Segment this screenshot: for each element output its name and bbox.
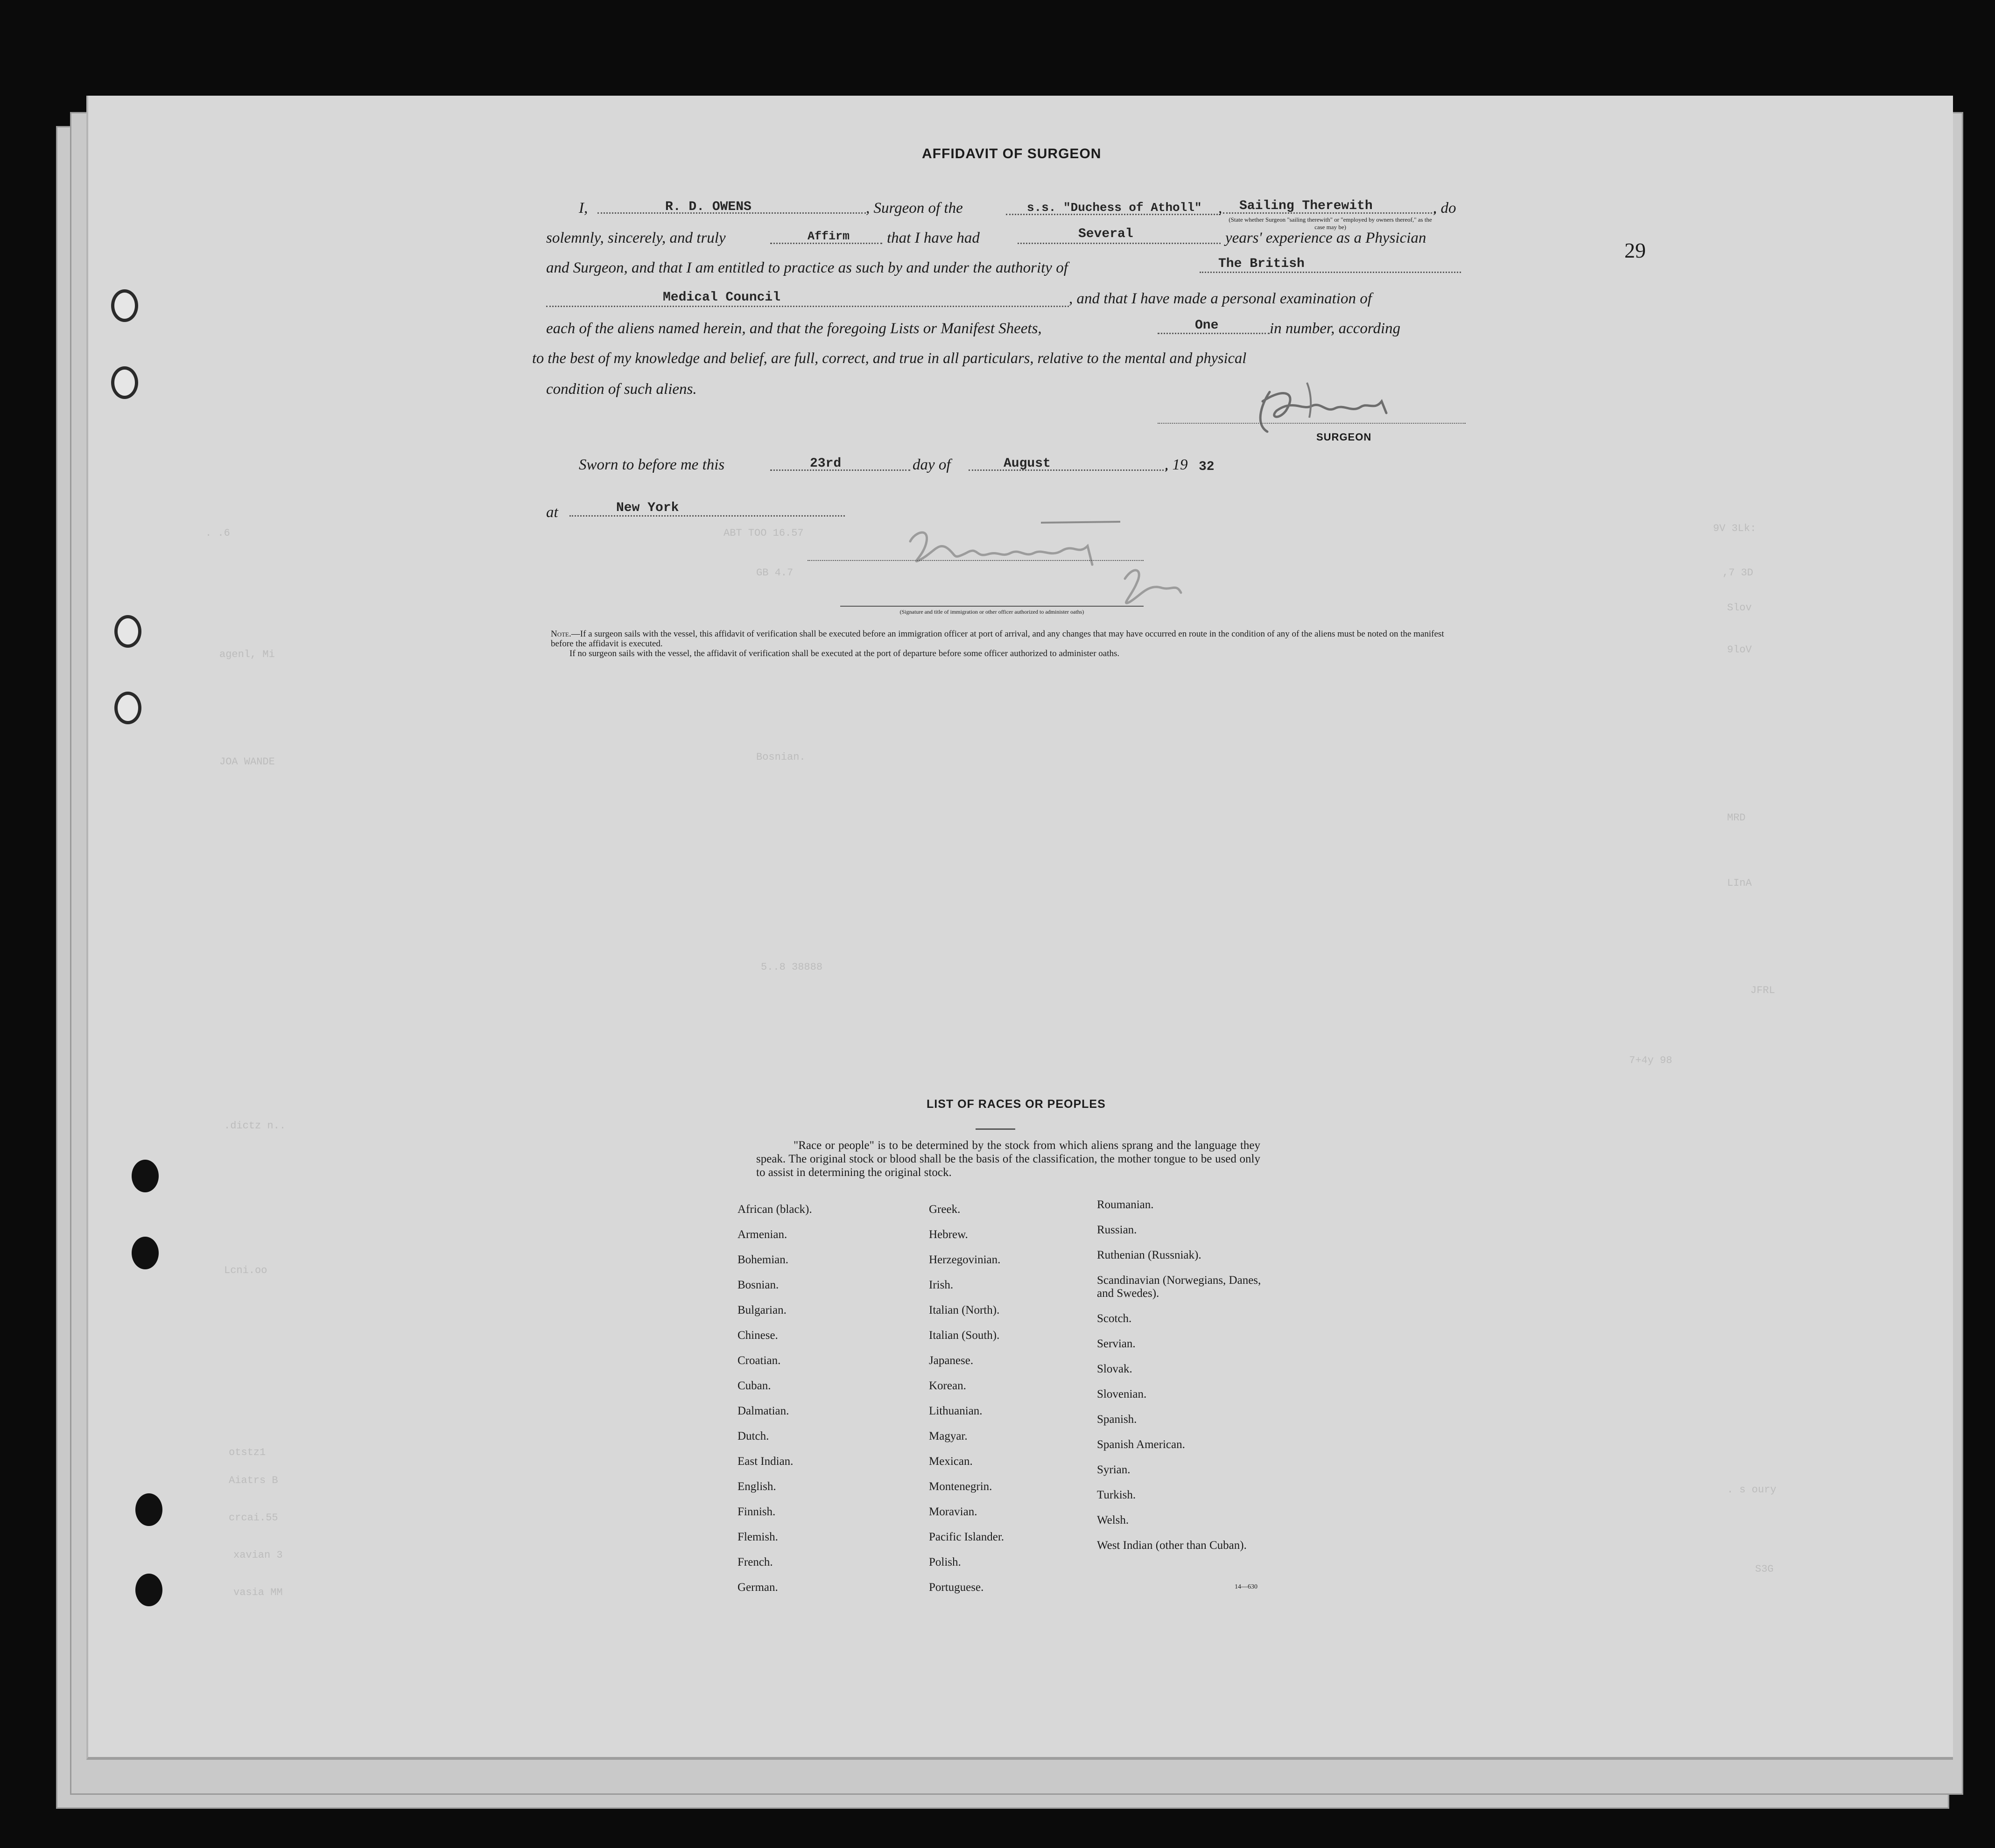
race-item: French. [738, 1556, 773, 1568]
binder-hole [114, 615, 141, 648]
race-item: Montenegrin. [929, 1480, 992, 1493]
condition-text: condition of such aliens. [546, 381, 697, 398]
each-of-text: each of the aliens named herein, and that the foregoing Lists or Manifest Sheets, [546, 320, 1042, 337]
month-value: August [1004, 456, 1051, 471]
sailing-value: Sailing Therewith [1239, 199, 1373, 213]
race-item: Cuban. [738, 1379, 771, 1392]
race-item: Mexican. [929, 1455, 973, 1468]
form-code: 14—630 [1235, 1583, 1257, 1590]
sheets-value: One [1195, 318, 1219, 333]
race-item: Slovenian. [1097, 1388, 1147, 1400]
authority-text: and Surgeon, and that I am entitled to practice as such by and under the authority of [546, 259, 1068, 276]
race-item: Magyar. [929, 1430, 968, 1442]
race-item: Slovak. [1097, 1363, 1132, 1375]
affirm-value: Affirm [808, 230, 850, 243]
have-had-text: that I have had [887, 230, 980, 246]
affidavit-note [551, 629, 1466, 658]
races-intro: "Race or people" is to be determined by the stock from which aliens sprang and the language they speak. The original stock or blood shall be the basis of the classification, the mother tongue to be used only to assist in determining the original stock. [756, 1139, 1260, 1179]
race-item: Croatian. [738, 1354, 781, 1367]
at-text: at [546, 504, 558, 521]
race-item: Dutch. [738, 1430, 769, 1442]
binder-hole [114, 692, 141, 724]
race-item: Spanish American. [1097, 1438, 1185, 1451]
officer-caption: (Signature and title of immigration or other officer authorized to administer oaths) [899, 609, 1084, 615]
years-value: Several [1078, 227, 1133, 241]
race-item: English. [738, 1480, 776, 1493]
race-item: Moravian. [929, 1505, 977, 1518]
binder-hole [111, 366, 138, 399]
races-column-2 [929, 1203, 1088, 1606]
race-item: Finnish. [738, 1505, 776, 1518]
race-item: Bosnian. [738, 1279, 779, 1291]
race-item: Spanish. [1097, 1413, 1137, 1426]
surgeon-signature [1242, 373, 1410, 439]
binder-hole [111, 289, 138, 322]
authority-value-1: The British [1218, 257, 1305, 271]
binder-hole [135, 1574, 162, 1606]
page-number: 29 [1624, 238, 1646, 262]
ship-value: s.s. "Duchess of Atholl" [1027, 201, 1202, 215]
race-item: Dalmatian. [738, 1405, 789, 1417]
race-item: African (black). [738, 1203, 812, 1216]
race-item: Lithuanian. [929, 1405, 983, 1417]
note-label: Note. [551, 629, 571, 639]
race-item: Herzegovinian. [929, 1253, 1001, 1266]
race-item: Pacific Islander. [929, 1531, 1005, 1543]
note-text-1: —If a surgeon sails with the vessel, this affidavit of verification shall be executed before an immigration officer at port of arrival, and any changes that may have occurred en route in the condition of any of the aliens must be noted on the manifest before the affidavit is executed. [551, 629, 1444, 649]
race-item: Scotch. [1097, 1312, 1132, 1325]
races-title: LIST OF RACES OR PEOPLES [927, 1098, 1106, 1111]
race-item: Servian. [1097, 1337, 1136, 1350]
race-item: Bohemian. [738, 1253, 789, 1266]
surgeon-caption: SURGEON [1316, 431, 1372, 443]
surgeon-name-value: R. D. OWENS [665, 200, 752, 214]
race-item: Portuguese. [929, 1581, 984, 1594]
race-item: Ruthenian (Russniak). [1097, 1249, 1201, 1261]
race-item: Roumanian. [1097, 1198, 1154, 1211]
in-number-text: in number, according [1270, 320, 1401, 337]
affidavit-title: AFFIDAVIT OF SURGEON [922, 146, 1102, 161]
race-item: Italian (South). [929, 1329, 1000, 1342]
solemnly-text: solemnly, sincerely, and truly [546, 230, 726, 246]
years-experience-text: years' experience as a Physician [1225, 230, 1426, 246]
race-item: Turkish. [1097, 1489, 1136, 1501]
race-item: Chinese. [738, 1329, 778, 1342]
note-text-2: If no surgeon sails with the vessel, the affidavit of verification shall be executed at the port of departure before some officer authorized to administer oaths. [569, 649, 1120, 658]
year-value: 32 [1199, 460, 1215, 474]
race-item: Italian (North). [929, 1304, 1000, 1316]
race-item: West Indian (other than Cuban). [1097, 1539, 1247, 1552]
word-i: I, [579, 200, 588, 217]
race-item: Korean. [929, 1379, 966, 1392]
place-value: New York [616, 501, 679, 515]
race-item: Syrian. [1097, 1463, 1131, 1476]
race-item: Greek. [929, 1203, 961, 1216]
day-value: 23rd [810, 456, 842, 471]
races-column-1 [738, 1203, 906, 1606]
sworn-text: Sworn to before me this [579, 456, 725, 473]
races-column-3 [1097, 1198, 1274, 1564]
binder-hole [132, 1160, 159, 1192]
race-item: Flemish. [738, 1531, 778, 1543]
binder-hole [135, 1493, 162, 1526]
race-item: Hebrew. [929, 1228, 968, 1241]
officer-signature [901, 513, 1237, 621]
race-item: Japanese. [929, 1354, 974, 1367]
binder-hole [132, 1237, 159, 1269]
race-item: Bulgarian. [738, 1304, 787, 1316]
race-item: Russian. [1097, 1224, 1137, 1236]
day-of-text: day of [913, 456, 951, 473]
surgeon-of-label: , Surgeon of the [866, 200, 963, 217]
nineteen-text: , 19 [1165, 456, 1188, 473]
word-do: , do [1433, 200, 1456, 217]
race-item: Scandinavian (Norwegians, Danes, and Swedes). [1097, 1274, 1261, 1300]
to-the-best-text: to the best of my knowledge and belief, are full, correct, and true in all particulars, relative to the mental and physical [532, 350, 1247, 367]
race-item: Welsh. [1097, 1514, 1129, 1526]
authority-value-2: Medical Council [663, 290, 781, 305]
race-item: Polish. [929, 1556, 961, 1568]
race-item: East Indian. [738, 1455, 794, 1468]
race-item: Armenian. [738, 1228, 787, 1241]
race-item: Irish. [929, 1279, 954, 1291]
examination-text: , and that I have made a personal examination of [1069, 290, 1372, 307]
race-item: German. [738, 1581, 778, 1594]
sailing-note: (State whether Surgeon "sailing therewith" or "employed by owners thereof," as the case may be) [1229, 216, 1432, 231]
